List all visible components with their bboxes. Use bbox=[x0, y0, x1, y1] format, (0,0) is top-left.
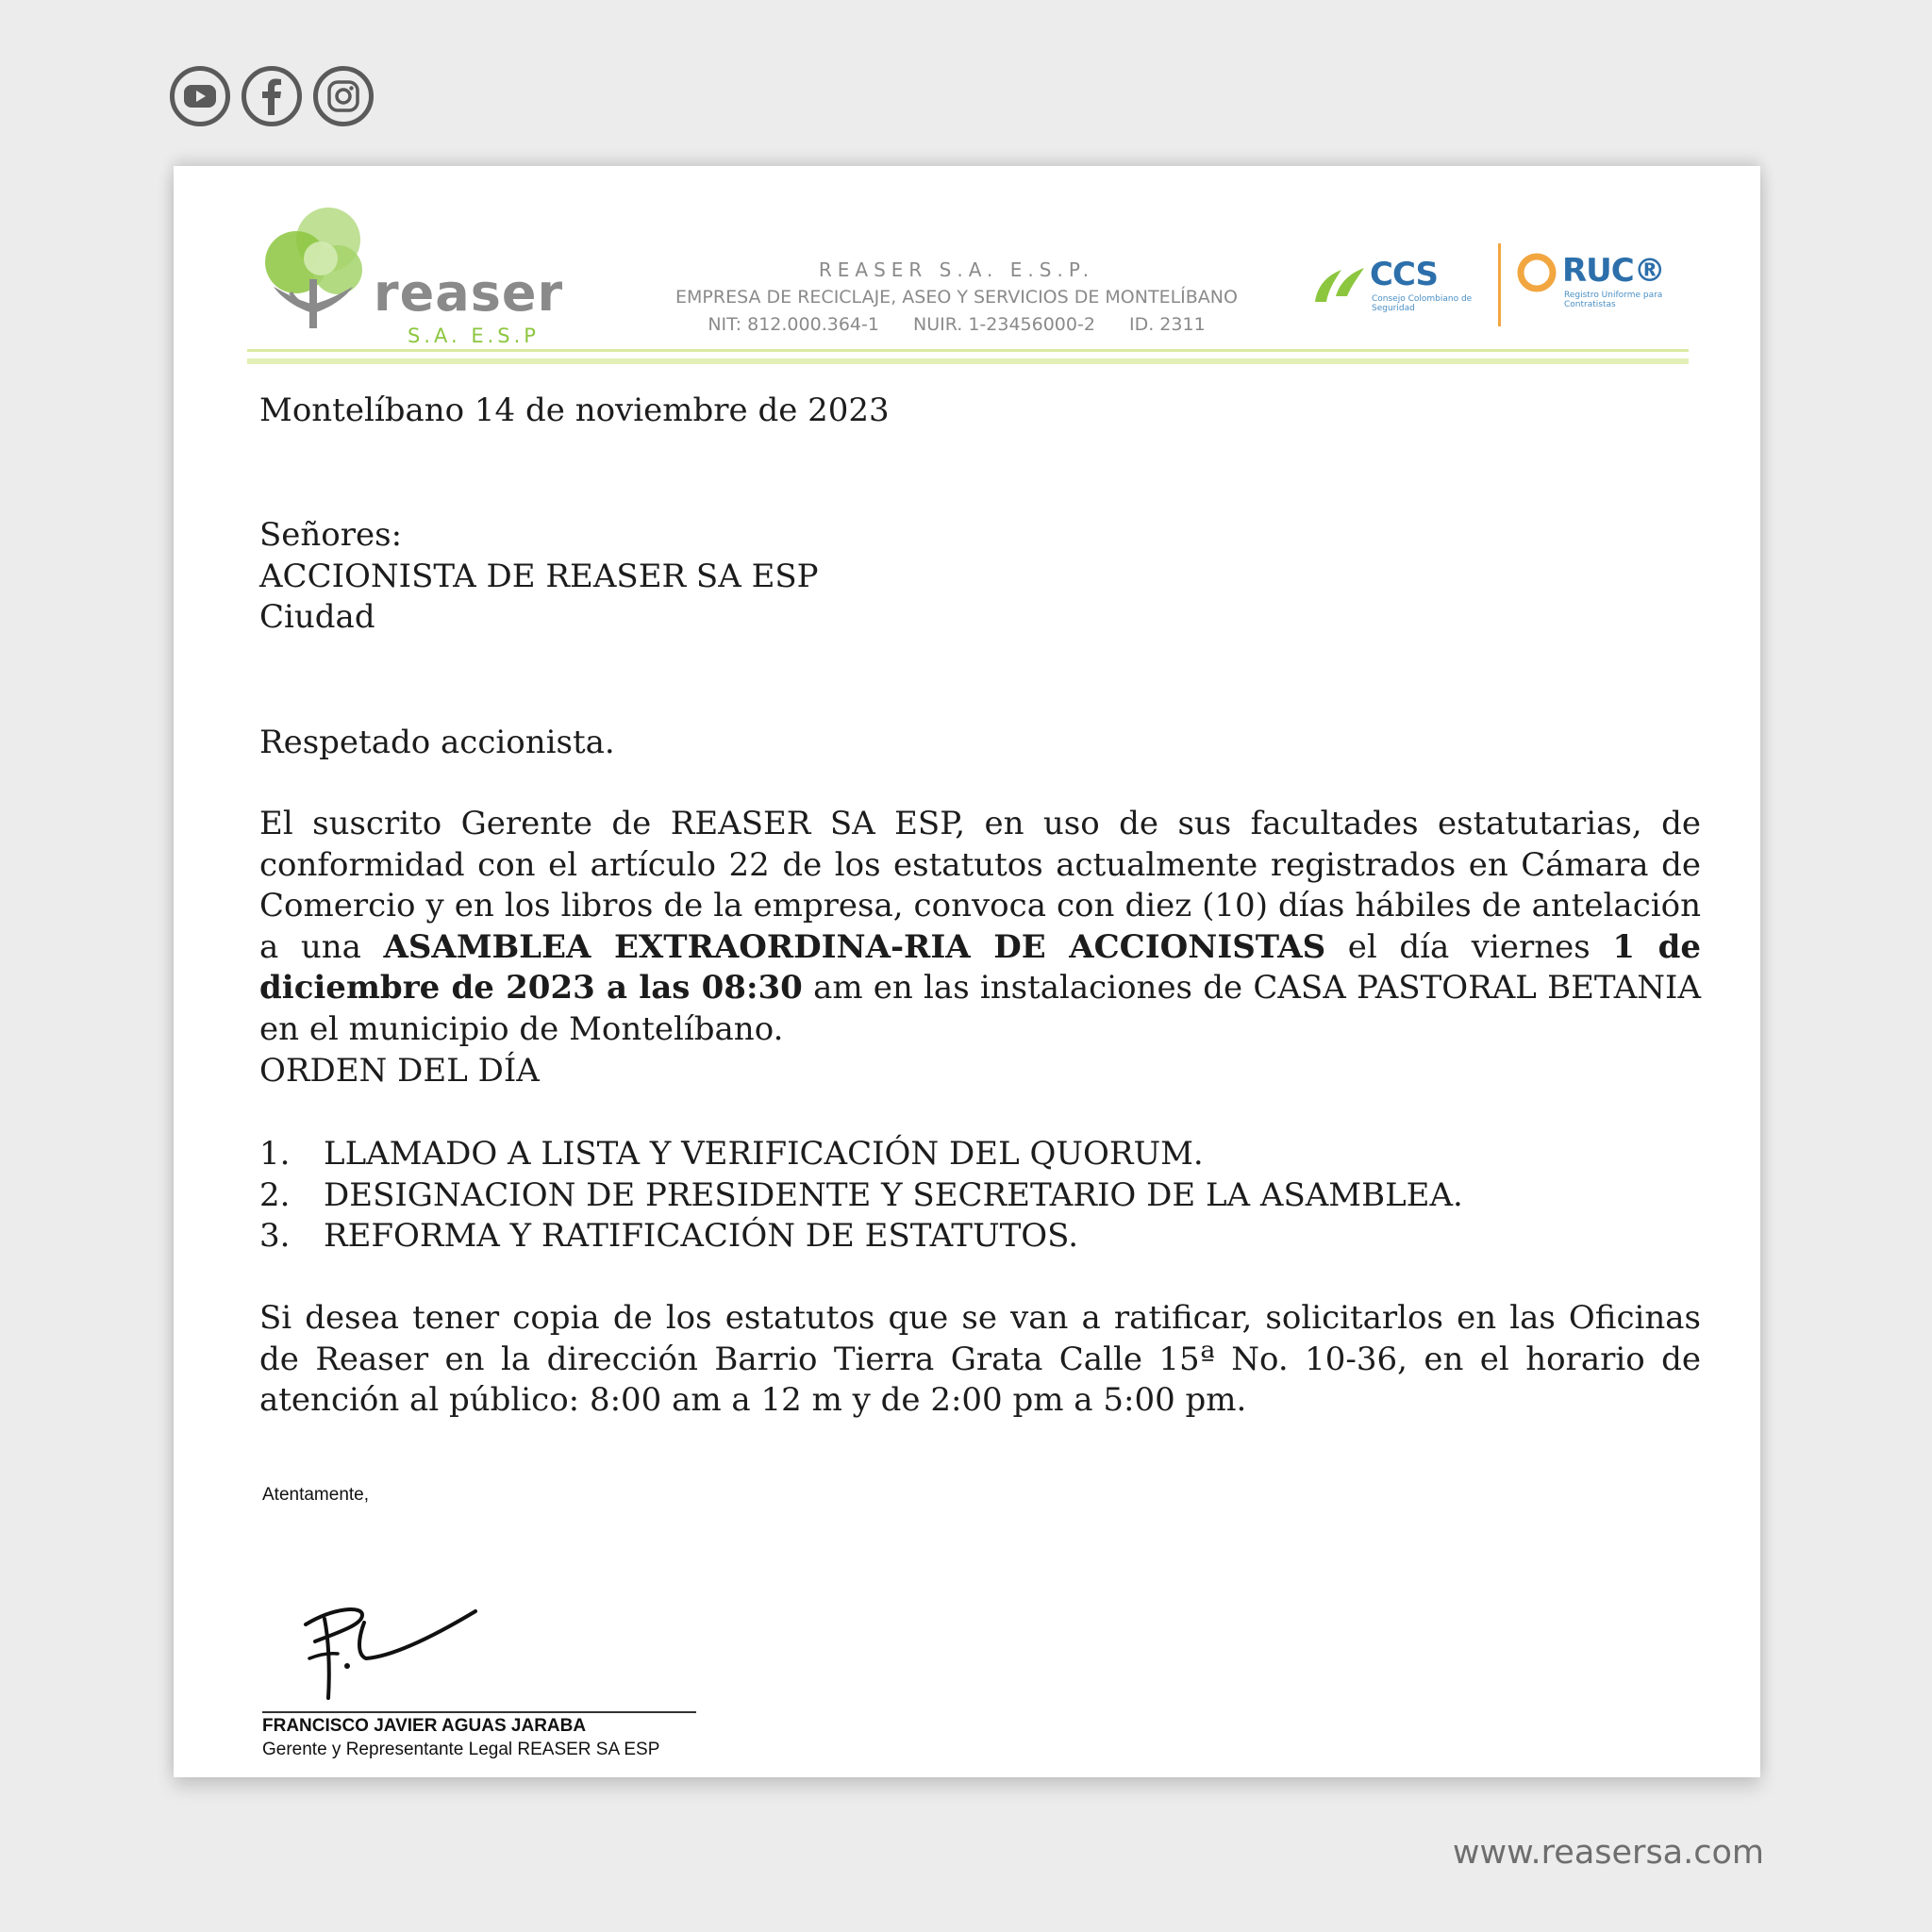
ccs-leaf-icon bbox=[1311, 258, 1368, 306]
company-info bbox=[589, 257, 1324, 339]
ccs-name: CCS bbox=[1370, 256, 1439, 293]
company-nuir: NUIR. 1-23456000-2 bbox=[913, 314, 1095, 335]
agenda-item-text: LLAMADO A LISTA Y VERIFICACIÓN DEL QUORUM. bbox=[324, 1135, 1204, 1173]
addressee-line: Ciudad bbox=[259, 598, 375, 636]
company-description: EMPRESA DE RECICLAJE, ASEO Y SERVICIOS DE MONTELÍBANO bbox=[675, 287, 1238, 308]
company-id: ID. 2311 bbox=[1128, 314, 1206, 335]
addressee-line: Señores: bbox=[259, 516, 403, 554]
statutes-copy-paragraph: Si desea tener copia de los estatutos que se van a ratificar, solicitarlos en las Oficinas de Reaser en la dirección Barrio Tierra Grata Calle 15ª No. 10-36, en el horario de atención al público: 8:00 am a 12 m y de 2:00 pm a 5:00 pm. bbox=[259, 1299, 1701, 1419]
youtube-icon[interactable] bbox=[170, 66, 230, 126]
logo-wordmark: reaser bbox=[374, 263, 564, 323]
company-ids bbox=[589, 311, 1324, 339]
company-nit: NIT: 812.000.364-1 bbox=[708, 314, 879, 335]
agenda-item-number: 1. bbox=[259, 1135, 291, 1173]
agenda-item bbox=[259, 1134, 1701, 1175]
social-links bbox=[170, 66, 374, 126]
ruc-name: RUC® bbox=[1562, 252, 1665, 290]
addressee-line: ACCIONISTA DE REASER SA ESP bbox=[259, 557, 819, 595]
letter-date: Montelíbano 14 de noviembre de 2023 bbox=[259, 391, 890, 429]
addressee-block bbox=[259, 515, 1701, 639]
paragraph-text: El suscrito Gerente de REASER SA ESP, en uso de sus facultades estatutarias, de conformidad con el artículo 22 de los estatutos actualmente registrados en Cámara de Comercio y en los libros de la empresa, convoca con diez (10) días hábiles de antelación a una bbox=[259, 805, 1701, 966]
agenda-item-number: 2. bbox=[259, 1175, 291, 1214]
paragraph-text: am en las instalaciones de CASA PASTORAL BETANIA en el municipio de Montelíbano. bbox=[259, 969, 1701, 1048]
agenda-item bbox=[259, 1175, 1701, 1217]
signature-line bbox=[262, 1711, 696, 1713]
assembly-datetime: 1 de diciembre de 2023 a las 08:30 bbox=[259, 927, 1701, 1007]
letterhead-rule-top bbox=[247, 349, 1689, 352]
paragraph-text: el día viernes bbox=[1325, 927, 1613, 966]
agenda-title: ORDEN DEL DÍA bbox=[259, 1052, 540, 1090]
facebook-icon[interactable] bbox=[242, 66, 302, 126]
ccs-subtitle: Consejo Colombiano de Seguridad bbox=[1372, 294, 1473, 313]
logo-subtitle: S.A. E.S.P bbox=[408, 325, 540, 347]
letterhead-rule-bottom bbox=[247, 358, 1689, 364]
agenda-item-text: REFORMA Y RATIFICACIÓN DE ESTATUTOS. bbox=[324, 1217, 1079, 1255]
letter-page bbox=[174, 166, 1760, 1777]
agenda-list bbox=[259, 1134, 1701, 1257]
signer-name: FRANCISCO JAVIER AGUAS JARABA bbox=[262, 1716, 587, 1736]
ruc-subtitle: Registro Uniforme para Contratistas bbox=[1564, 291, 1663, 309]
assembly-type: ASAMBLEA EXTRAORDINA-RIA DE ACCIONISTAS bbox=[383, 927, 1326, 966]
ruc-ring-icon bbox=[1515, 251, 1558, 294]
certification-divider bbox=[1498, 243, 1501, 326]
agenda-item-text: DESIGNACION DE PRESIDENTE Y SECRETARIO DE LA ASAMBLEA. bbox=[324, 1175, 1463, 1214]
reaser-logo bbox=[262, 204, 564, 347]
sign-off: Atentamente, bbox=[262, 1485, 370, 1505]
agenda-item bbox=[259, 1216, 1701, 1257]
greeting: Respetado accionista. bbox=[259, 724, 615, 761]
signer-role: Gerente y Representante Legal REASER SA ESP bbox=[262, 1740, 660, 1759]
company-name: REASER S.A. E.S.P. bbox=[818, 258, 1095, 281]
convocation-paragraph bbox=[259, 804, 1701, 1050]
website-link[interactable]: www.reasersa.com bbox=[1452, 1834, 1764, 1872]
agenda-item-number: 3. bbox=[259, 1217, 291, 1255]
tree-hands-icon bbox=[262, 204, 379, 336]
letterhead bbox=[174, 166, 1760, 383]
instagram-icon[interactable] bbox=[313, 66, 374, 126]
signature bbox=[296, 1600, 504, 1704]
